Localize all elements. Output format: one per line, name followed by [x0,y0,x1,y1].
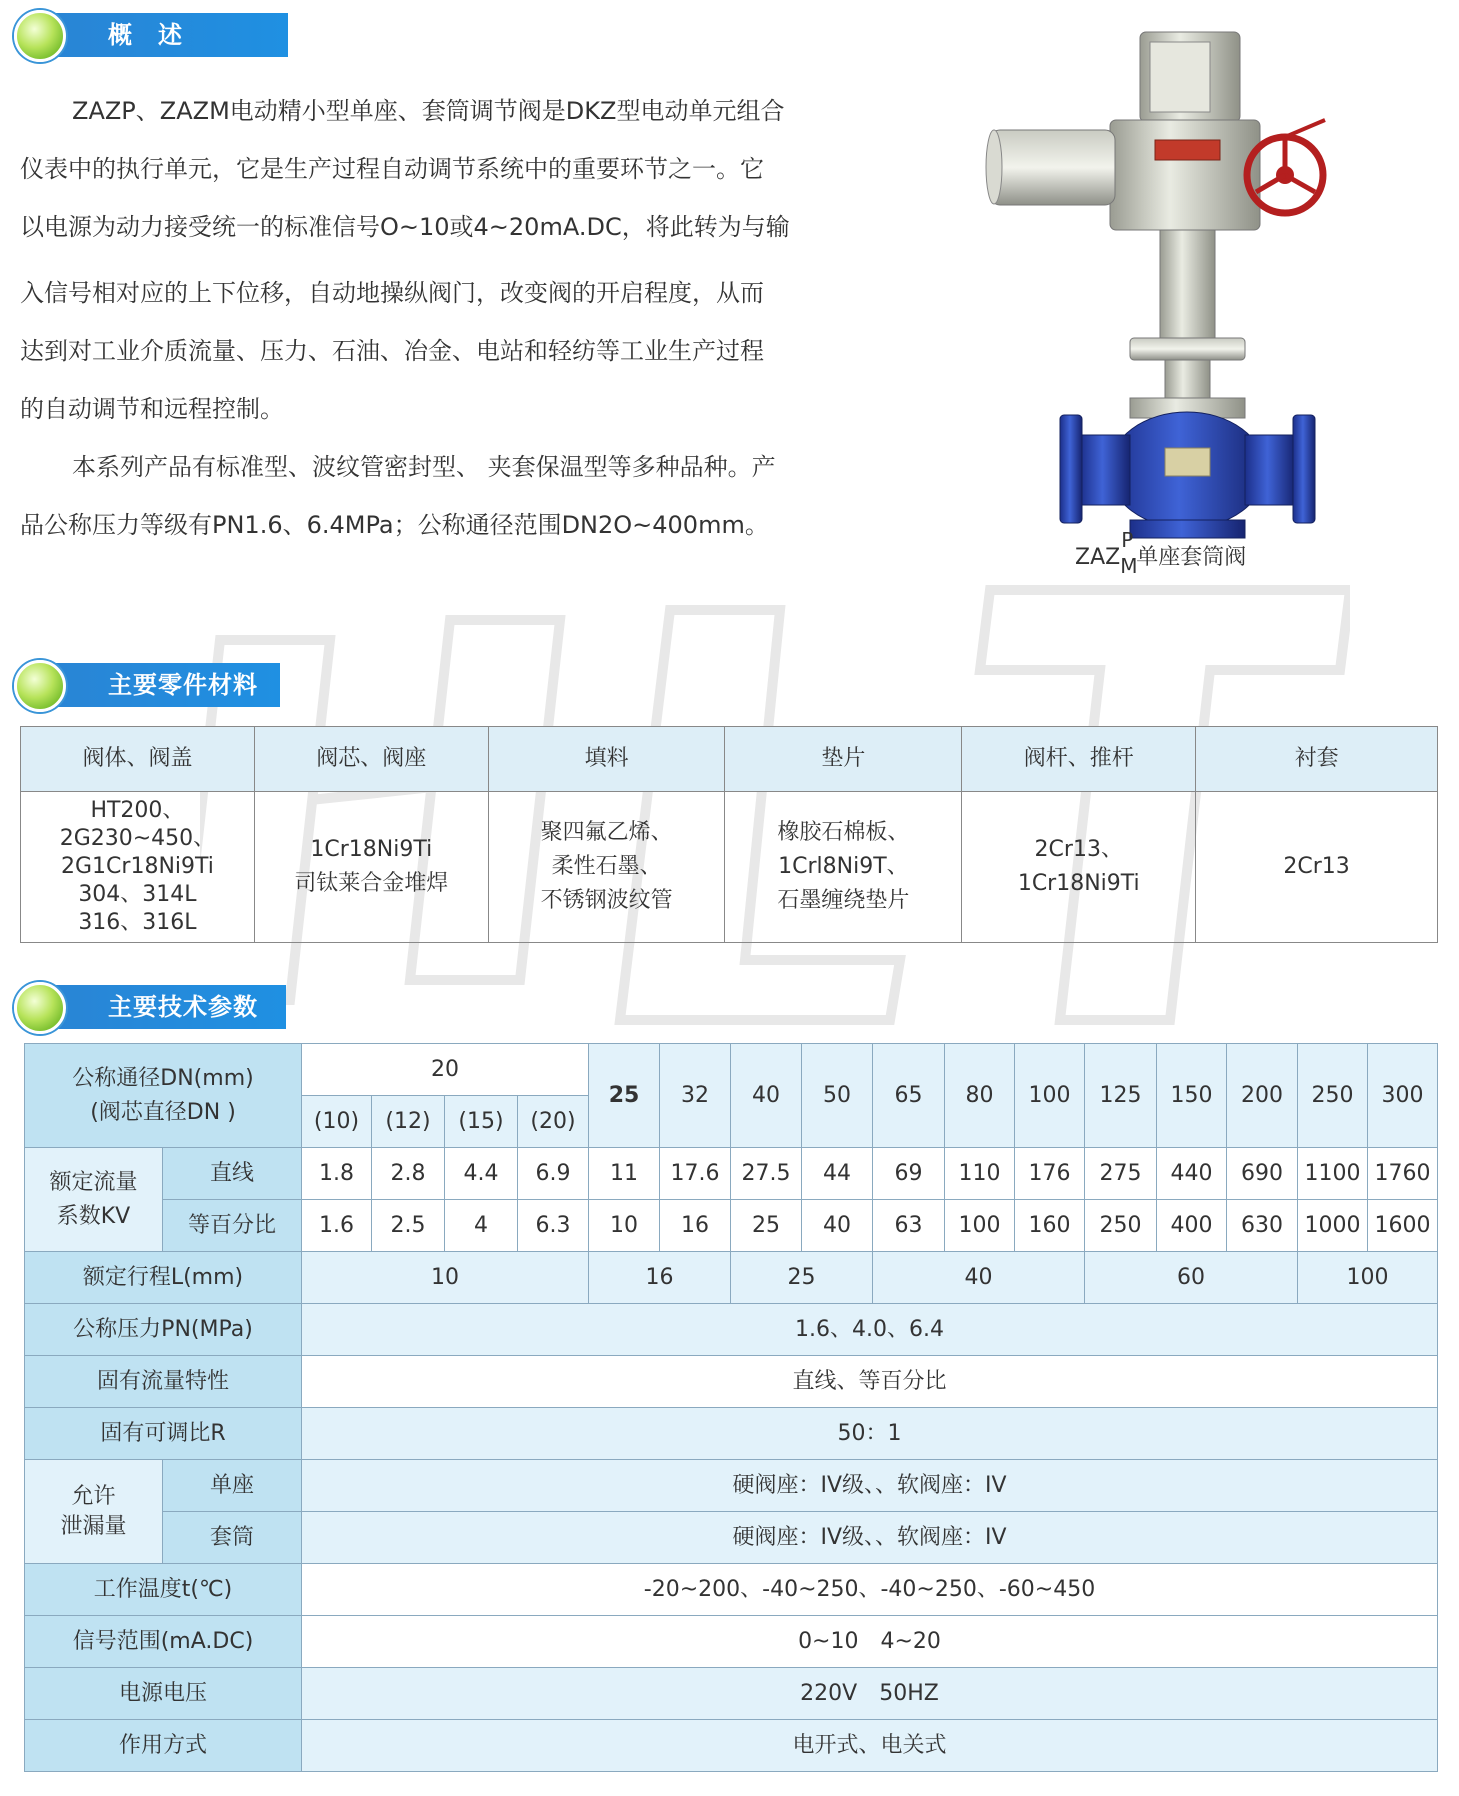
material-cell [254,792,488,943]
header-cell: 垫片 [725,727,962,792]
dn-cell: 50 [802,1044,873,1148]
dn-cell: 200 [1227,1044,1298,1148]
cell-line: 司钛莱合金堆焊 [294,871,449,896]
header-cell: 衬套 [1196,727,1438,792]
bullet-icon [14,10,66,62]
bullet-icon [14,982,66,1034]
cell-line: 1Crl8Ni9T、 [778,854,909,879]
pn-value: 1.6、4.0、6.4 [302,1304,1438,1356]
dn-cell: 125 [1085,1044,1157,1148]
cell-line: 石墨缠绕垫片 [777,888,910,913]
overview-text [20,82,870,554]
cell-line: 2Cr13、 [1034,837,1123,862]
cell-line: 304、314L [78,882,197,907]
kv-cell: 6.3 [518,1200,589,1252]
leak-single-value: 硬阀座：IV级、、软阀座：IV [302,1460,1438,1512]
material-cell [725,792,962,943]
table-row [25,1356,1438,1408]
temp-label: 工作温度t(℃) [25,1564,302,1616]
caption-name: 单座套筒阀 [1136,545,1247,570]
signal-value: 0~10 4~20 [302,1616,1438,1668]
table-row [25,1564,1438,1616]
kv-cell: 630 [1227,1200,1298,1252]
dn-label-sub: (阀芯直径DN ) [90,1099,236,1125]
table-row [25,1720,1438,1772]
leak-label: 允许 [71,1483,116,1509]
leak-sleeve-label: 套筒 [163,1512,302,1564]
cell-line: 2G230~450、 [59,826,216,851]
action-label: 作用方式 [25,1720,302,1772]
table-row [25,1252,1438,1304]
kv-label: 额定流量 [49,1169,138,1195]
kv-label-sub: 系数KV [56,1203,131,1229]
dn20-sub-cell: (20) [518,1096,589,1148]
params-header [14,982,290,1028]
dn-label-cell [25,1044,302,1148]
kv-cell: 100 [945,1200,1015,1252]
header-cell: 填料 [488,727,725,792]
materials-title: 主要零件材料 [38,663,280,707]
material-cell [21,792,255,943]
caption-sub: M [1120,554,1138,578]
travel-cell: 16 [589,1252,731,1304]
header-cell: 阀芯、阀座 [254,727,488,792]
overview-title: 概 述 [38,13,288,57]
kv-cell: 176 [1015,1148,1085,1200]
valve-product-image [980,20,1360,580]
cell-line: 1Cr18Ni9Ti [310,837,433,862]
dn20-sub-cell: (15) [445,1096,518,1148]
kv-cell: 1.8 [302,1148,372,1200]
dn-cell: 25 [589,1044,660,1148]
dn20-sub-cell: (12) [372,1096,445,1148]
kv-cell: 25 [731,1200,802,1252]
header-cell: 阀体、阀盖 [21,727,255,792]
table-row [21,792,1438,943]
overview-line: 本系列产品有标准型、波纹管密封型、 夹套保温型等多种品种。产 [72,453,776,481]
materials-header [14,660,284,706]
cell-line: HT200、 [90,798,185,823]
cell-line: 聚四氟乙烯、 [540,820,673,845]
caption-model: ZAZ [1075,545,1121,570]
kv-cell: 690 [1227,1148,1298,1200]
travel-label: 额定行程L(mm) [25,1252,302,1304]
overview-line: ZAZP、ZAZM电动精小型单座、套筒调节阀是DKZ型电动单元组合 [72,97,785,125]
cell-line: 橡胶石棉板、 [777,820,910,845]
overview-line: 的自动调节和远程控制。 [20,395,284,423]
header-cell: 阀杆、推杆 [962,727,1196,792]
overview-line: 入信号相对应的上下位移，自动地操纵阀门，改变阀的开启程度，从而 [20,279,764,307]
table-row [25,1148,1438,1200]
cell-line: 不锈钢波纹管 [540,888,673,913]
kv-cell: 16 [660,1200,731,1252]
dn-label: 公称通径DN(mm) [72,1065,254,1091]
temp-value: -20~200、-40~250、-40~250、-60~450 [302,1564,1438,1616]
materials-table [20,726,1438,943]
leak-single-label: 单座 [163,1460,302,1512]
travel-cell: 25 [731,1252,873,1304]
travel-cell: 100 [1298,1252,1438,1304]
kv-cell: 1.6 [302,1200,372,1252]
travel-cell: 40 [873,1252,1085,1304]
kv-cell: 2.8 [372,1148,445,1200]
kv-cell: 1100 [1298,1148,1368,1200]
cell-line: 2G1Cr18Ni9Ti [61,854,214,879]
bullet-icon [14,660,66,712]
dn-cell: 40 [731,1044,802,1148]
kv-label-cell [25,1148,163,1252]
overview-line: 仪表中的执行单元，它是生产过程自动调节系统中的重要环节之一。它 [20,155,764,183]
table-row [25,1460,1438,1512]
kv-cell: 69 [873,1148,945,1200]
kv-cell: 110 [945,1148,1015,1200]
kv-cell: 27.5 [731,1148,802,1200]
kv-cell: 40 [802,1200,873,1252]
kv-cell: 44 [802,1148,873,1200]
cell-line: 柔性石墨、 [551,854,662,879]
product-caption [1075,528,1247,578]
travel-cell: 60 [1085,1252,1298,1304]
leak-label-sub: 泄漏量 [60,1513,127,1539]
kv-cell: 1760 [1368,1148,1438,1200]
dn-cell: 32 [660,1044,731,1148]
dn-cell: 150 [1157,1044,1227,1148]
power-value: 220V 50HZ [302,1668,1438,1720]
dn-cell: 300 [1368,1044,1438,1148]
kv-cell: 17.6 [660,1148,731,1200]
kv-cell: 160 [1015,1200,1085,1252]
kv-cell: 1600 [1368,1200,1438,1252]
overview-line: 品公称压力等级有PN1.6、6.4MPa；公称通径范围DN2O~400mm。 [20,511,769,539]
table-row [25,1408,1438,1460]
pn-label: 公称压力PN(MPa) [25,1304,302,1356]
overview-line: 达到对工业介质流量、压力、石油、冶金、电站和轻纺等工业生产过程 [20,337,764,365]
action-value: 电开式、电关式 [302,1720,1438,1772]
overview-line: 以电源为动力接受统一的标准信号O~10或4~20mA.DC，将此转为与输 [20,213,790,241]
material-cell [488,792,725,943]
table-row [25,1668,1438,1720]
cell-line: 1Cr18Ni9Ti [1017,871,1140,896]
kv-cell: 440 [1157,1148,1227,1200]
kv-cell: 63 [873,1200,945,1252]
material-cell [1196,792,1438,943]
leak-label-cell [25,1460,163,1564]
r-label: 固有可调比R [25,1408,302,1460]
dn-cell: 250 [1298,1044,1368,1148]
kv-linear-label: 直线 [163,1148,302,1200]
cell-line: 2Cr13 [1283,854,1350,879]
flow-label: 固有流量特性 [25,1356,302,1408]
dn20-sub-cell: (10) [302,1096,372,1148]
kv-cell: 275 [1085,1148,1157,1200]
overview-header [14,10,288,56]
kv-cell: 6.9 [518,1148,589,1200]
kv-cell: 2.5 [372,1200,445,1252]
dn-cell: 80 [945,1044,1015,1148]
material-cell [962,792,1196,943]
table-row [25,1200,1438,1252]
table-row [25,1616,1438,1668]
table-row [25,1044,1438,1096]
params-title: 主要技术参数 [38,985,286,1029]
kv-cell: 11 [589,1148,660,1200]
kv-cell: 250 [1085,1200,1157,1252]
signal-label: 信号范围(mA.DC) [25,1616,302,1668]
dn20-cell: 20 [302,1044,589,1096]
dn-cell: 65 [873,1044,945,1148]
params-table [24,1043,1438,1772]
table-row [21,727,1438,792]
power-label: 电源电压 [25,1668,302,1720]
r-value: 50：1 [302,1408,1438,1460]
travel-cell: 10 [302,1252,589,1304]
kv-pct-label: 等百分比 [163,1200,302,1252]
kv-cell: 4 [445,1200,518,1252]
kv-cell: 1000 [1298,1200,1368,1252]
dn-cell: 100 [1015,1044,1085,1148]
leak-sleeve-value: 硬阀座：IV级、、软阀座：IV [302,1512,1438,1564]
caption-sup: P [1121,528,1134,552]
cell-line: 316、316L [78,910,197,935]
kv-cell: 4.4 [445,1148,518,1200]
table-row [25,1304,1438,1356]
kv-cell: 400 [1157,1200,1227,1252]
table-row [25,1512,1438,1564]
kv-cell: 10 [589,1200,660,1252]
flow-value: 直线、等百分比 [302,1356,1438,1408]
